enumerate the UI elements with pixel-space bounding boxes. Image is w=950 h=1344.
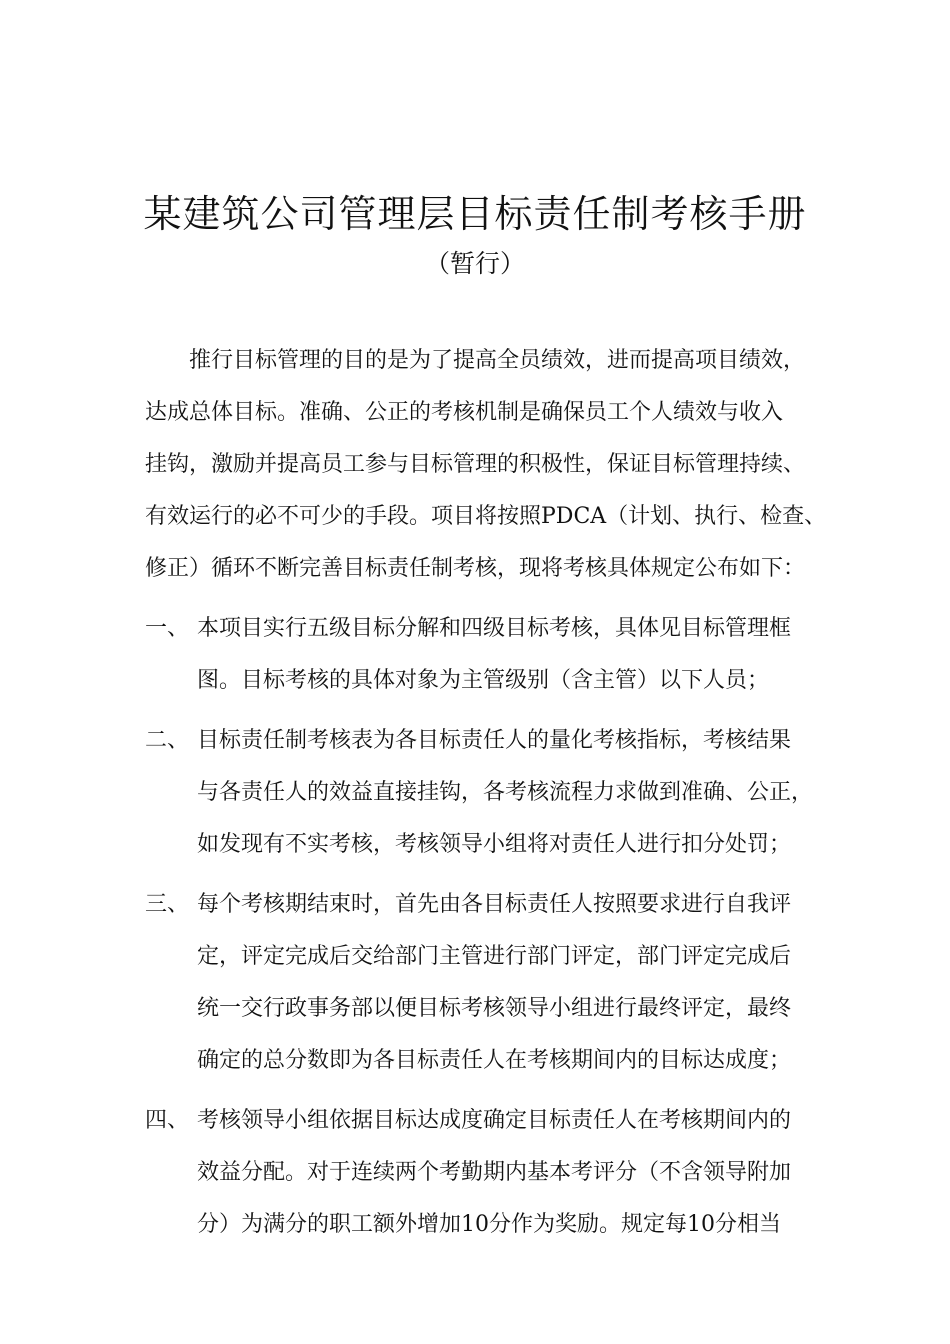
list-item-line: 如发现有不实考核，考核领导小组将对责任人进行扣分处罚； <box>197 832 792 857</box>
list-item-line: 效益分配。对于连续两个考勤期内基本考评分（不含领导附加 <box>197 1160 792 1185</box>
list-item <box>145 715 830 871</box>
list-item-marker: 二、 <box>145 728 190 753</box>
list-item-first-line <box>145 1095 830 1147</box>
list-item-text: 每个考核期结束时，首先由各目标责任人按照要求进行自我评 <box>197 892 792 917</box>
intro-line: 达成总体目标。准确、公正的考核机制是确保员工个人绩效与收入 <box>145 400 784 425</box>
list-item-text: 目标责任制考核表为各目标责任人的量化考核指标，考核结果 <box>197 728 792 753</box>
list-item-first-line <box>145 715 830 767</box>
document-title: 某建筑公司管理层目标责任制考核手册 <box>143 192 807 236</box>
intro-line: 修正）循环不断完善目标责任制考核，现将考核具体规定公布如下： <box>145 556 806 581</box>
list-item <box>145 1095 830 1251</box>
list-item <box>145 603 830 707</box>
list-item-line: 统一交行政事务部以便目标考核领导小组进行最终评定，最终 <box>197 996 792 1021</box>
spacer <box>145 707 830 715</box>
spacer <box>145 1087 830 1095</box>
list-item-line: 分）为满分的职工额外增加10分作为奖励。规定每10分相当 <box>197 1212 781 1237</box>
intro-line: 有效运行的必不可少的手段。项目将按照PDCA（计划、执行、检查、 <box>145 504 827 529</box>
list-item-first-line <box>145 879 830 931</box>
document-body <box>145 335 830 1251</box>
list-item-text: 本项目实行五级目标分解和四级目标考核，具体见目标管理框 <box>197 616 792 641</box>
intro-line: 推行目标管理的目的是为了提高全员绩效，进而提高项目绩效， <box>189 348 806 373</box>
spacer <box>145 595 830 603</box>
list-item-line: 图。目标考核的具体对象为主管级别（含主管）以下人员； <box>197 668 770 693</box>
list-item-line: 定，评定完成后交给部门主管进行部门评定，部门评定完成后 <box>197 944 792 969</box>
list-item-text: 考核领导小组依据目标达成度确定目标责任人在考核期间内的 <box>197 1108 792 1133</box>
document-subtitle: （暂行） <box>424 249 525 278</box>
list-item-line: 与各责任人的效益直接挂钩，各考核流程力求做到准确、公正， <box>197 780 814 805</box>
list-item-first-line <box>145 603 830 655</box>
list-item-line: 确定的总分数即为各目标责任人在考核期间内的目标达成度； <box>197 1048 792 1073</box>
spacer <box>145 871 830 879</box>
list-item-marker: 一、 <box>145 616 190 641</box>
list-item-marker: 三、 <box>145 892 190 917</box>
list-item-marker: 四、 <box>145 1108 190 1133</box>
list-item <box>145 879 830 1087</box>
intro-line: 挂钩，激励并提高员工参与目标管理的积极性，保证目标管理持续、 <box>145 452 806 477</box>
